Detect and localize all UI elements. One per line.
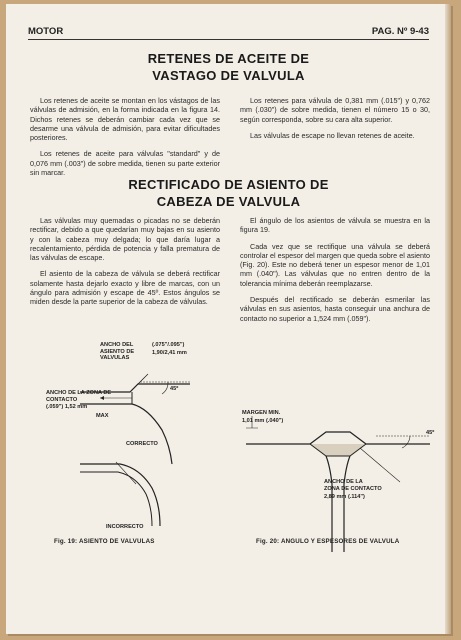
fig19-label-incorrect: INCORRECTO — [106, 524, 144, 530]
page-header — [28, 26, 429, 40]
section2-left-paragraph-1: Las válvulas muy quemadas o picadas no se deberán rectificar, debido a que quedarían muy bajas en su asiento y con la cabeza muy delgada; lo que daría lugar a recalentamiento, pérdida de potencia y falla prematura de las válvulas de escape. — [30, 216, 220, 263]
fig19-label-contact-width: ANCHO DE LA ZONA DE CONTACTO — [46, 390, 112, 403]
section2-title-line1: RECTIFICADO DE ASIENTO DE — [128, 177, 329, 192]
section2-right-column — [240, 216, 430, 330]
fig20-caption: Fig. 20: ANGULO Y ESPESORES DE VALVULA — [256, 538, 400, 545]
fig19-label-max: MAX — [96, 413, 109, 419]
fig20-label-margin: MARGEN MIN. — [242, 410, 281, 416]
document-page — [6, 4, 451, 634]
section1-left-column — [30, 96, 220, 184]
section1-title — [6, 50, 451, 84]
header-section: MOTOR — [28, 26, 64, 37]
fig19-label-seat-width: ANCHO DEL ASIENTO DE VALVULAS — [100, 342, 135, 361]
fig20-label-contact1: ANCHO DE LA — [324, 479, 363, 485]
fig20-label-contact2: ZONA DE CONTACTO — [324, 486, 382, 492]
section2-left-column — [30, 216, 220, 314]
fig19-caption: Fig. 19: ASIENTO DE VALVULAS — [54, 538, 155, 545]
fig19-label-dim2: 1,90/2,41 mm — [152, 350, 187, 356]
fig20-label-angle: 45º — [426, 430, 435, 436]
fig19-label-angle: 45º — [170, 386, 179, 392]
section1-left-paragraph-1: Los retenes de aceite se montan en los vástagos de las válvulas de admisión, en la forma indicada en la figura 14. Dichos retenes se deberán cambiar cada vez que se desarme una válvula de admisión, para evitar dificultades posteriores. — [30, 96, 220, 143]
section2-title — [6, 176, 451, 210]
section2-right-paragraph-1: El ángulo de los asientos de válvula se muestra en la figura 19. — [240, 216, 430, 235]
section1-left-paragraph-2: Los retenes de aceite para válvulas "standard" y de 0,076 mm (.003") de sobre medida, tienen su parte exterior sin marcar. — [30, 149, 220, 178]
section1-right-paragraph-2: Las válvulas de escape no llevan retenes de aceite. — [250, 130, 415, 140]
section2-left-paragraph-2: El asiento de la cabeza de válvula se deberá rectificar solamente hasta dejarlo exacto y libre de marcas, con un ángulo para admisión y escape de 45º. Estos ángulos se miden desde la parte superior de la cabeza de válvulas. — [30, 269, 220, 307]
header-page-number: PAG. Nº 9-43 — [371, 26, 429, 37]
fig19-label-contact-dim: (.059") 1,52 mm — [46, 404, 88, 410]
section2-right-paragraph-3: Después del rectificado se deberán esmerilar las válvulas en sus asientos, hasta conseguir una anchura de contacto no superior a 1,524 mm (.059"). — [240, 295, 430, 323]
section2-right-paragraph-2: Cada vez que se rectifique una válvula se deberá controlar el espesor del margen que queda sobre el asiento (Fig. 20). Este no deberá tener un espesor menor de 1,01 mm (.040"). Las válvulas que no entren dentro de la tolerancia mínima deberán reemplazarse. — [240, 241, 430, 288]
section1-right-paragraph-1: Los retenes para válvula de 0,381 mm (.015") y 0,762 mm (.030") de sobre medida, tienen el número 15 o 30, según corresponda, sobre su cara alta superior. — [240, 96, 430, 124]
fig19-label-dim1: (.075"/.095") — [152, 342, 185, 348]
section1-title-line2: VASTAGO DE VALVULA — [152, 68, 305, 83]
section1-title-line1: RETENES DE ACEITE DE — [147, 51, 310, 66]
fig20-label-margin-dim: 1,01 mm (.040") — [242, 418, 284, 424]
section2-title-line2: CABEZA DE VALVULA — [156, 194, 301, 209]
fig20-label-contact-dim: 2,89 mm (.114") — [324, 494, 365, 500]
fig19-valve-seat-diagram — [40, 334, 240, 534]
section1-right-column — [240, 96, 430, 147]
fig19-label-correct: CORRECTO — [126, 441, 158, 447]
